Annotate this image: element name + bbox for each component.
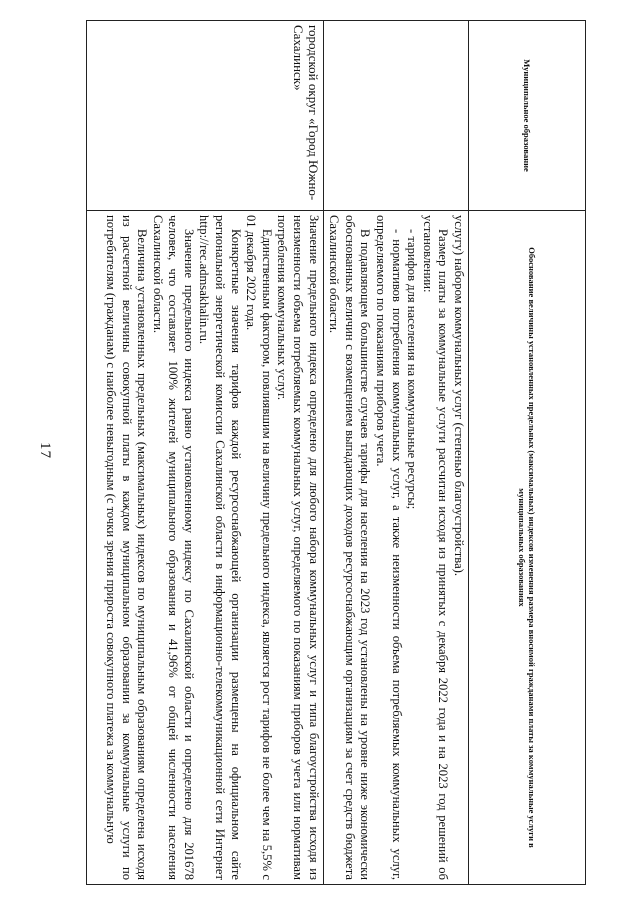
header-municipality: Муниципальное образование	[469, 21, 586, 211]
paragraph: Конкретные значения тарифов каждой ресурсоснабжающей организации размещены на официальном сайте региональной энергетической комиссии Сахалинской области в информационно-телекоммуникационной сети Интернет http://rec.admsakhalin.ru.	[197, 215, 243, 880]
paragraph: Величина установленных предельных (максимальных) индексов по муниципальным образованиям определена исходя из расчетной величины совокупной платы в каждом муниципальном образовании за коммунальные услуги по потребителям (гражданам) с наиболее невыгодным (с точки зрения прироста совокупного платежа за коммунальную	[103, 215, 150, 880]
list-item: - тарифов для населения на коммунальные ресурсы;	[405, 229, 420, 510]
justification-cell	[323, 211, 468, 885]
municipality-cell	[323, 21, 468, 211]
list-item: - нормативов потребления коммунальных услуг, а также неизменности объема потребляемых коммунальных услуг, определяемого по показаниям приборов учета.	[374, 215, 404, 880]
document-sheet	[100, 20, 586, 885]
table-row	[86, 21, 323, 885]
justification-table	[86, 20, 586, 885]
paragraph: Значение предельного индекса равно установленному индексу по Сахалинской области и определено для 201678 человек, что составляет 100% жителей муниципального образования и 41,96% от общей численности населения Сахалинской области.	[150, 215, 196, 880]
paragraph: Единственным фактором, повлиявшим на величину предельного индекса, является рост тарифов не более чем на 5,5% с 01 декабря 2022 года.	[244, 215, 274, 880]
justification-cell	[86, 211, 323, 885]
municipality-cell: городской округ «Город Южно-Сахалинск»	[86, 21, 323, 211]
table-row	[323, 21, 468, 885]
paragraph: услугу) набором коммунальных услуг (степенью благоустройства).	[452, 215, 466, 577]
paragraph: Значение предельного индекса определено для любого набора коммунальных услуг и типа благоустройства исходя из неизменности объема потребляемых коммунальных услуг, определяемого по показаниям приборов учета или нормативам потребления коммунальных услуг.	[275, 215, 321, 880]
paragraph: В подавляющем большинстве случаев тарифы для населения на 2023 год установлены на уровне ниже экономически обоснованных величин с возмещением выпадающих доходов ресурсоснабжающим организациям за счет средств бюджета Сахалинской области.	[327, 215, 373, 880]
page-number: 17	[37, 442, 53, 459]
paragraph: Размер платы за коммунальные услуги рассчитан исходя из принятых с декабря 2022 года и на 2023 год решений об установлении:	[420, 215, 451, 880]
header-justification: Обоснование величины установленных предельных (максимальных) индексов изменения размера вносимой гражданами платы за коммунальные услуги в муниципальных образованиях	[469, 211, 586, 885]
table-header-row	[469, 21, 586, 885]
